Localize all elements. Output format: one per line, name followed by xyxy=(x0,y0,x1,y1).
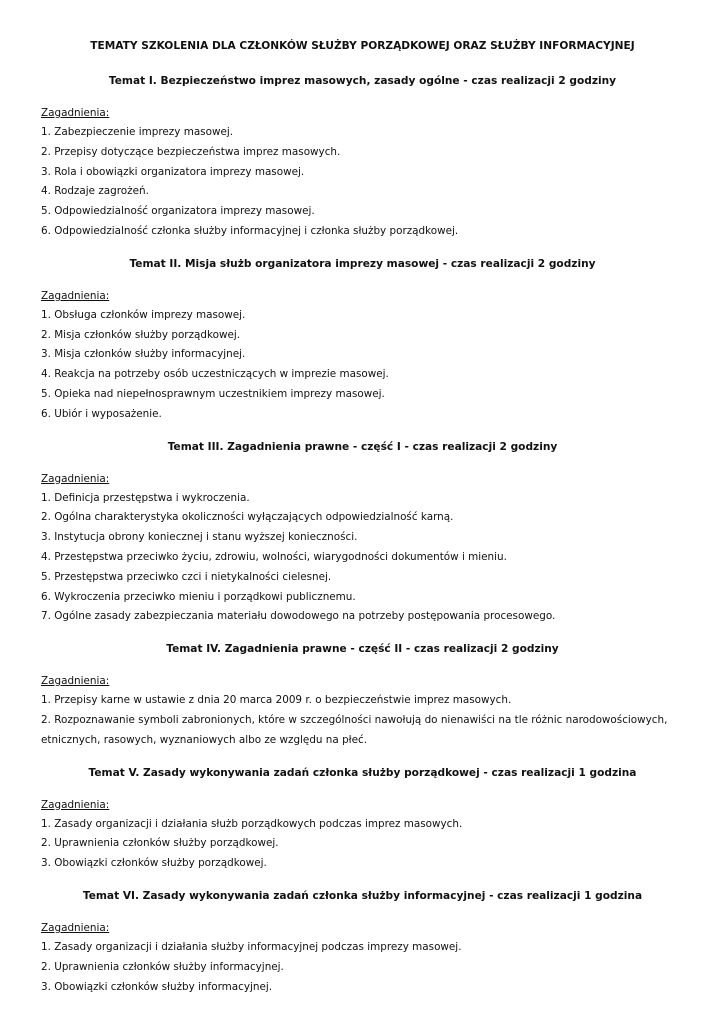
topic-items xyxy=(41,489,684,628)
topic-5 xyxy=(41,765,684,874)
topic-label: Zagadnienia: xyxy=(41,289,110,302)
list-item: 7. Ogólne zasady zabezpieczania materiału dowodowego na potrzeby postępowania procesowego. xyxy=(41,610,556,623)
list-item: 6. Wykroczenia przeciwko mieniu i porządkowi publicznemu. xyxy=(41,590,356,603)
list-item: 3. Obowiązki członków służby porządkowej. xyxy=(41,857,267,870)
topic-2 xyxy=(41,256,684,425)
list-item: 5. Opieka nad niepełnosprawnym uczestnikiem imprezy masowej. xyxy=(41,387,385,400)
list-item: 1. Obsługa członków imprezy masowej. xyxy=(41,308,246,321)
list-item: 3. Rola i obowiązki organizatora imprezy masowej. xyxy=(41,165,305,178)
list-item: 2. Przepisy dotyczące bezpieczeństwa imprez masowych. xyxy=(41,145,341,158)
topic-title: Temat IV. Zagadnienia prawne - część II - czas realizacji 2 godziny xyxy=(166,643,559,656)
list-item: 5. Odpowiedzialność organizatora imprezy masowej. xyxy=(41,205,315,218)
document-title: TEMATY SZKOLENIA DLA CZŁONKÓW SŁUŻBY PORZĄDKOWEJ ORAZ SŁUŻBY INFORMACYJNEJ xyxy=(90,40,635,52)
topic-title: Temat I. Bezpieczeństwo imprez masowych, zasady ogólne - czas realizacji 2 godziny xyxy=(108,75,617,87)
topic-label: Zagadnienia: xyxy=(41,921,110,934)
topic-items xyxy=(41,691,684,750)
topic-6 xyxy=(41,888,684,997)
list-item: 1. Definicja przestępstwa i wykroczenia. xyxy=(41,491,250,504)
topic-label: Zagadnienia: xyxy=(41,472,110,485)
topic-items xyxy=(41,123,684,242)
list-item: 6. Odpowiedzialność członka służby informacyjnej i członka służby porządkowej. xyxy=(41,224,459,237)
list-item: 1. Zasady organizacji i działania służby informacyjnej podczas imprezy masowej. xyxy=(41,940,462,953)
list-item: 6. Ubiór i wyposażenie. xyxy=(41,407,162,420)
list-item: 1. Zabezpieczenie imprezy masowej. xyxy=(41,126,234,138)
list-item: 2. Rozpoznawanie symboli zabronionych, które w szczególności nawołują do nienawiści na tle różnic narodowościowych, etnicznych, rasowych, wyznaniowych albo ze względu na płeć. xyxy=(41,713,668,746)
topic-3 xyxy=(41,439,684,628)
list-item: 4. Przestępstwa przeciwko życiu, zdrowiu, wolności, wiarygodności dokumentów i mieniu. xyxy=(41,550,507,563)
topic-label: Zagadnienia: xyxy=(41,675,110,688)
topic-title: Temat III. Zagadnienia prawne - część I - czas realizacji 2 godziny xyxy=(167,440,558,453)
list-item: 3. Obowiązki członków służby informacyjnej. xyxy=(41,980,273,993)
list-item: 5. Przestępstwa przeciwko czci i nietykalności cielesnej. xyxy=(41,570,332,583)
list-item: 2. Uprawnienia członków służby porządkowej. xyxy=(41,837,279,850)
topic-4 xyxy=(41,641,684,750)
topic-label: Zagadnienia: xyxy=(41,798,110,811)
topic-title: Temat II. Misja służb organizatora imprezy masowej - czas realizacji 2 godziny xyxy=(129,257,596,270)
topic-label: Zagadnienia: xyxy=(41,107,110,119)
list-item: 1. Przepisy karne w ustawie z dnia 20 marca 2009 r. o bezpieczeństwie imprez masowych. xyxy=(41,694,512,707)
list-item: 1. Zasady organizacji i działania służb porządkowych podczas imprez masowych. xyxy=(41,817,463,830)
list-item: 2. Ogólna charakterystyka okoliczności wyłączających odpowiedzialność karną. xyxy=(41,511,454,524)
list-item: 3. Misja członków służby informacyjnej. xyxy=(41,348,246,361)
list-item: 2. Uprawnienia członków służby informacyjnej. xyxy=(41,960,284,973)
topic-items xyxy=(41,938,684,997)
topic-items xyxy=(41,815,684,874)
list-item: 4. Reakcja na potrzeby osób uczestniczących w imprezie masowej. xyxy=(41,368,389,381)
topic-1 xyxy=(41,73,684,242)
topic-title: Temat VI. Zasady wykonywania zadań członka służby informacyjnej - czas realizacji 1 godzina xyxy=(82,889,643,902)
topic-title: Temat V. Zasady wykonywania zadań członka służby porządkowej - czas realizacji 1 godzina xyxy=(88,766,637,779)
list-item: 4. Rodzaje zagrożeń. xyxy=(41,185,149,198)
list-item: 2. Misja członków służby porządkowej. xyxy=(41,328,241,341)
list-item: 3. Instytucja obrony koniecznej i stanu wyższej konieczności. xyxy=(41,531,358,544)
topic-items xyxy=(41,306,684,425)
